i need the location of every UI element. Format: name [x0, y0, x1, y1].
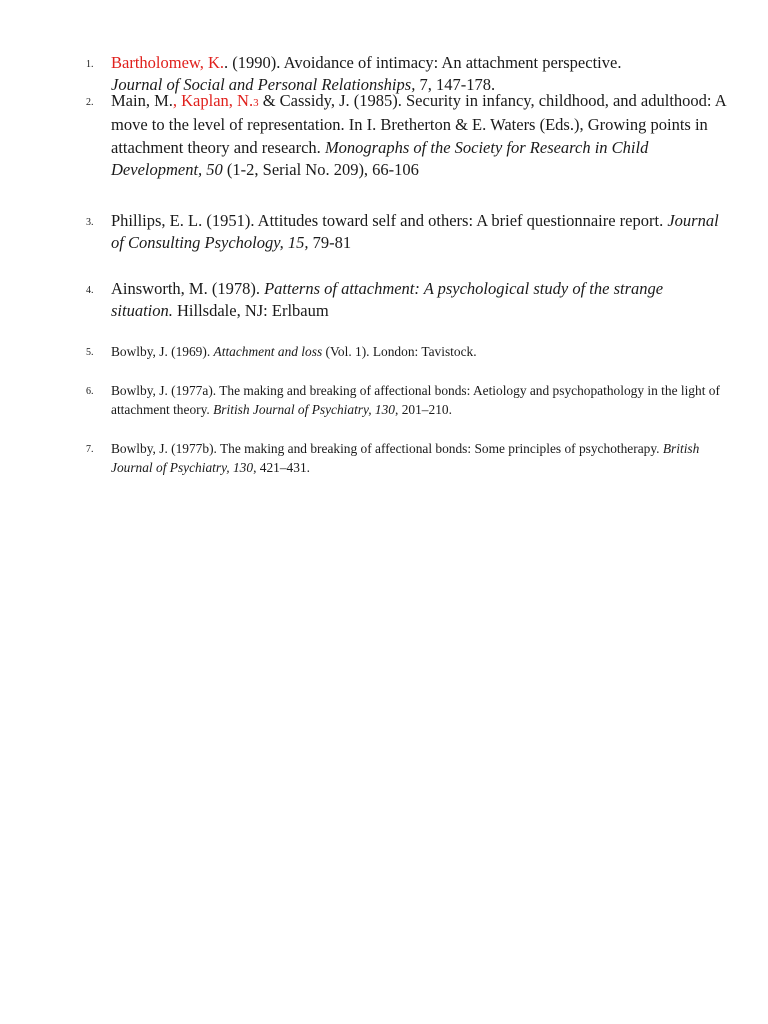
reference-text: Phillips, E. L. (1951). Attitudes toward self and others: A brief questionnaire report. Journal of Consulting Psychology, 15, 79-81: [111, 211, 719, 253]
reference-text: Main, M., Kaplan, N.3 & Cassidy, J. (1985). Security in infancy, childhood, and adulthood: A move to the level of representation. In I. Bretherton & E. Waters (Eds.), Growing points in attachment theory and research. Monographs of the Society for Research in Child Development, 50 (1-2, Serial No. 209), 66-106: [111, 91, 726, 180]
reference-number: 3.: [86, 217, 94, 228]
author-highlighted: Bartholomew, K.: [111, 53, 225, 72]
reference-number: 5.: [86, 347, 94, 358]
journal-title: British Journal of Psychiatry, 130: [111, 441, 700, 475]
reference-text: Bowlby, J. (1969). Attachment and loss (Vol. 1). London: Tavistock.: [111, 344, 477, 359]
reference-number: 7.: [86, 444, 94, 455]
reference-text: Bowlby, J. (1977b). The making and breaking of affectional bonds: Some principles of psychotherapy. British Journal of Psychiatry, 130, 421–431.: [111, 441, 700, 475]
source-title: Monographs of the Society for Research in Child Development, 50: [111, 137, 649, 180]
reference-number: 4.: [86, 285, 94, 296]
reference-text: Bartholomew, K.. (1990). Avoidance of intimacy: An attachment perspective. Journal of Social and Personal Relationships, 7, 147-178.: [111, 53, 622, 95]
reference-number: 1.: [86, 59, 94, 70]
footnote-marker: 3: [253, 97, 259, 109]
book-title: Attachment and loss: [213, 344, 323, 359]
book-title: Patterns of attachment: A psychological study of the strange situation.: [111, 279, 664, 321]
reference-number: 2.: [86, 97, 94, 108]
journal-title: British Journal of Psychiatry, 130: [213, 402, 396, 417]
journal-title: Journal of Consulting Psychology, 15,: [111, 211, 719, 253]
author-highlighted: , Kaplan, N.: [172, 91, 254, 110]
reference-number: 6.: [86, 386, 94, 397]
reference-text: Ainsworth, M. (1978). Patterns of attachment: A psychological study of the strange situation. Hillsdale, NJ: Erlbaum: [111, 279, 664, 321]
journal-title: Journal of Social and Personal Relationships,: [111, 75, 416, 95]
reference-text: Bowlby, J. (1977a). The making and breaking of affectional bonds: Aetiology and psychopathology in the light of attachment theory. British Journal of Psychiatry, 130, 201–210.: [111, 383, 720, 417]
